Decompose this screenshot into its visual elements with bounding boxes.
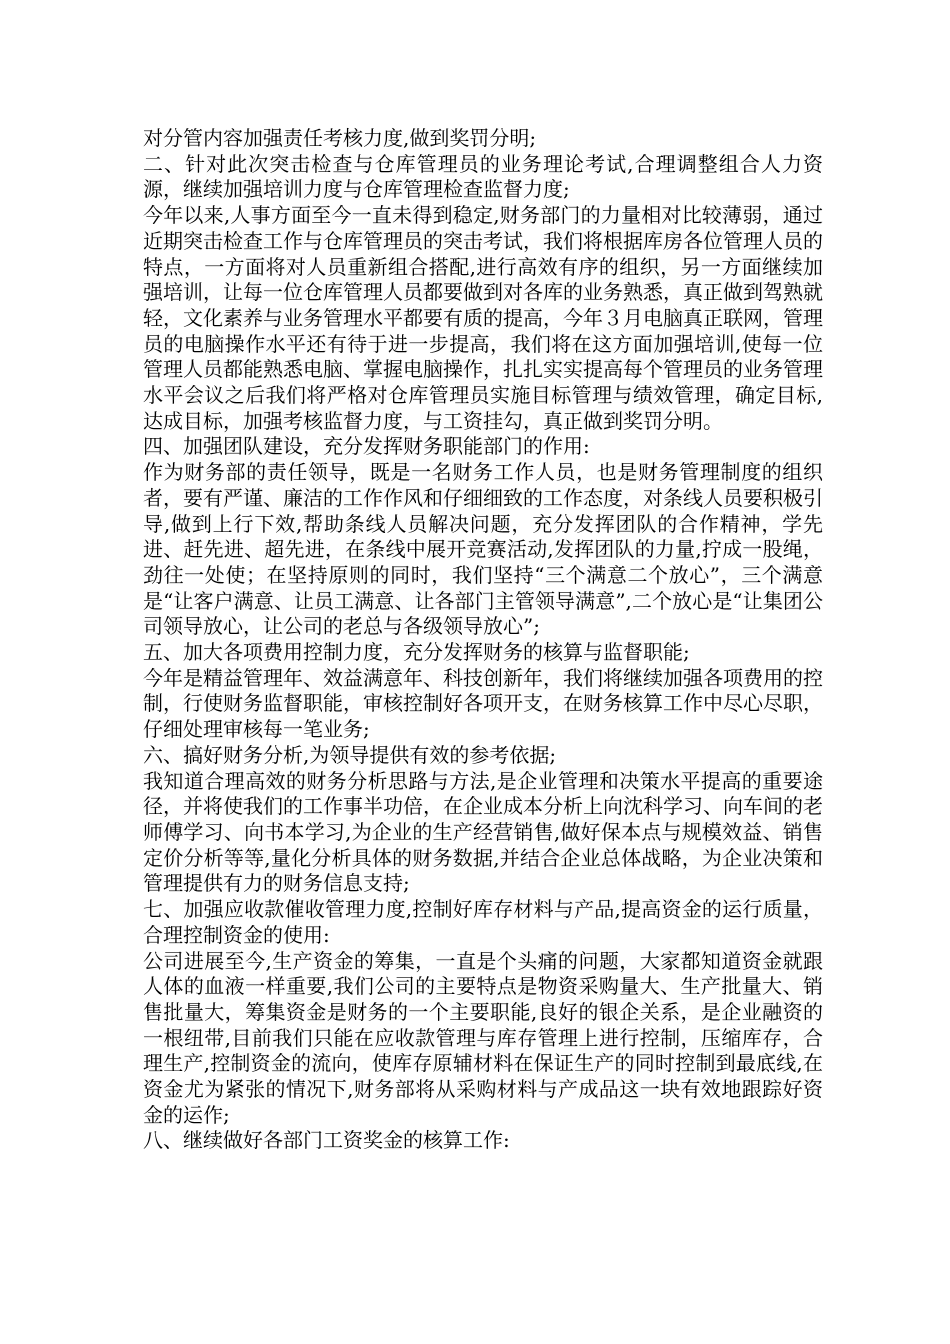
paragraph-4: 四、加强团队建设，充分发挥财务职能部门的作用: <box>143 434 590 459</box>
paragraph-11: 公司进展至今,生产资金的筹集，一直是个头痛的问题，大家都知道资金就跟人体的血液一样重要,我们公司的主要特点是物资采购量大、生产批量大、销售批量大，筹集资金是财务的一个主要职能,良好的银企关系，是企业融资的一根纽带,目前我们只能在应收款管理与库存管理上进行控制，压缩库存，合理生产,控制资金的流向，使库存原辅材料在保证生产的同时控制到最底线,在资金尤为紧张的情况下,财务部将从采购材料与产成品这一块有效地跟踪好资金的运作; <box>143 948 823 1127</box>
paragraph-7: 今年是精益管理年、效益满意年、科技创新年，我们将继续加强各项费用的控制，行使财务监督职能，审核控制好各项开支，在财务核算工作中尽心尽职，仔细处理审核每一笔业务; <box>143 665 823 742</box>
paragraph-9: 我知道合理高效的财务分析思路与方法,是企业管理和决策水平提高的重要途径，并将使我们的工作事半功倍，在企业成本分析上向沈科学习、向车间的老师傅学习、向书本学习,为企业的生产经营销售,做好保本点与规模效益、销售定价分析等等,量化分析具体的财务数据,并结合企业总体战略，为企业决策和管理提供有力的财务信息支持; <box>143 768 823 896</box>
paragraph-1: 对分管内容加强责任考核力度,做到奖罚分明; <box>143 126 537 150</box>
paragraph-8: 六、搞好财务分析,为领导提供有效的参考依据; <box>143 742 557 767</box>
paragraph-2: 二、针对此次突击检查与仓库管理员的业务理论考试,合理调整组合人力资源，继续加强培训力度与仓库管理检查监督力度; <box>143 151 823 202</box>
paragraph-12: 八、继续做好各部门工资奖金的核算工作: <box>143 1128 510 1153</box>
paragraph-10: 七、加强应收款催收管理力度,控制好库存材料与产品,提高资金的运行质量，合理控制资金的使用: <box>143 897 823 947</box>
document-body <box>143 126 823 1154</box>
paragraph-6: 五、加大各项费用控制力度，充分发挥财务的核算与监督职能; <box>143 640 690 665</box>
paragraph-5: 作为财务部的责任领导，既是一名财务工作人员，也是财务管理制度的组织者，要有严谨、廉洁的工作作风和仔细细致的工作态度，对条线人员要积极引导,做到上行下效,帮助条线人员解决问题，充分发挥团队的合作精神，学先进、赶先进、超先进，在条线中展开竞赛活动,发挥团队的力量,拧成一股绳，劲往一处使；在坚持原则的同时，我们坚持“三个满意二个放心”，三个满意是“让客户满意、让员工满意、让各部门主管领导满意”,二个放心是“让集团公司领导放心，让公司的老总与各级领导放心”; <box>143 460 823 639</box>
paragraph-3: 今年以来,人事方面至今一直未得到稳定,财务部门的力量相对比较薄弱，通过近期突击检查工作与仓库管理员的突击考试，我们将根据库房各位管理人员的特点，一方面将对人员重新组合搭配,进行高效有序的组织，另一方面继续加强培训，让每一位仓库管理人员都要做到对各库的业务熟悉，真正做到驾熟就轻，文化素养与业务管理水平都要有质的提高，今年３月电脑真正联网，管理员的电脑操作水平还有待于进一步提高，我们将在这方面加强培训,使每一位管理人员都能熟悉电脑、掌握电脑操作，扎扎实实提高每个管理员的业务管理水平会议之后我们将严格对仓库管理员实施目标管理与绩效管理，确定目标,达成目标，加强考核监督力度，与工资挂勾，真正做到奖罚分明。 <box>143 203 823 433</box>
